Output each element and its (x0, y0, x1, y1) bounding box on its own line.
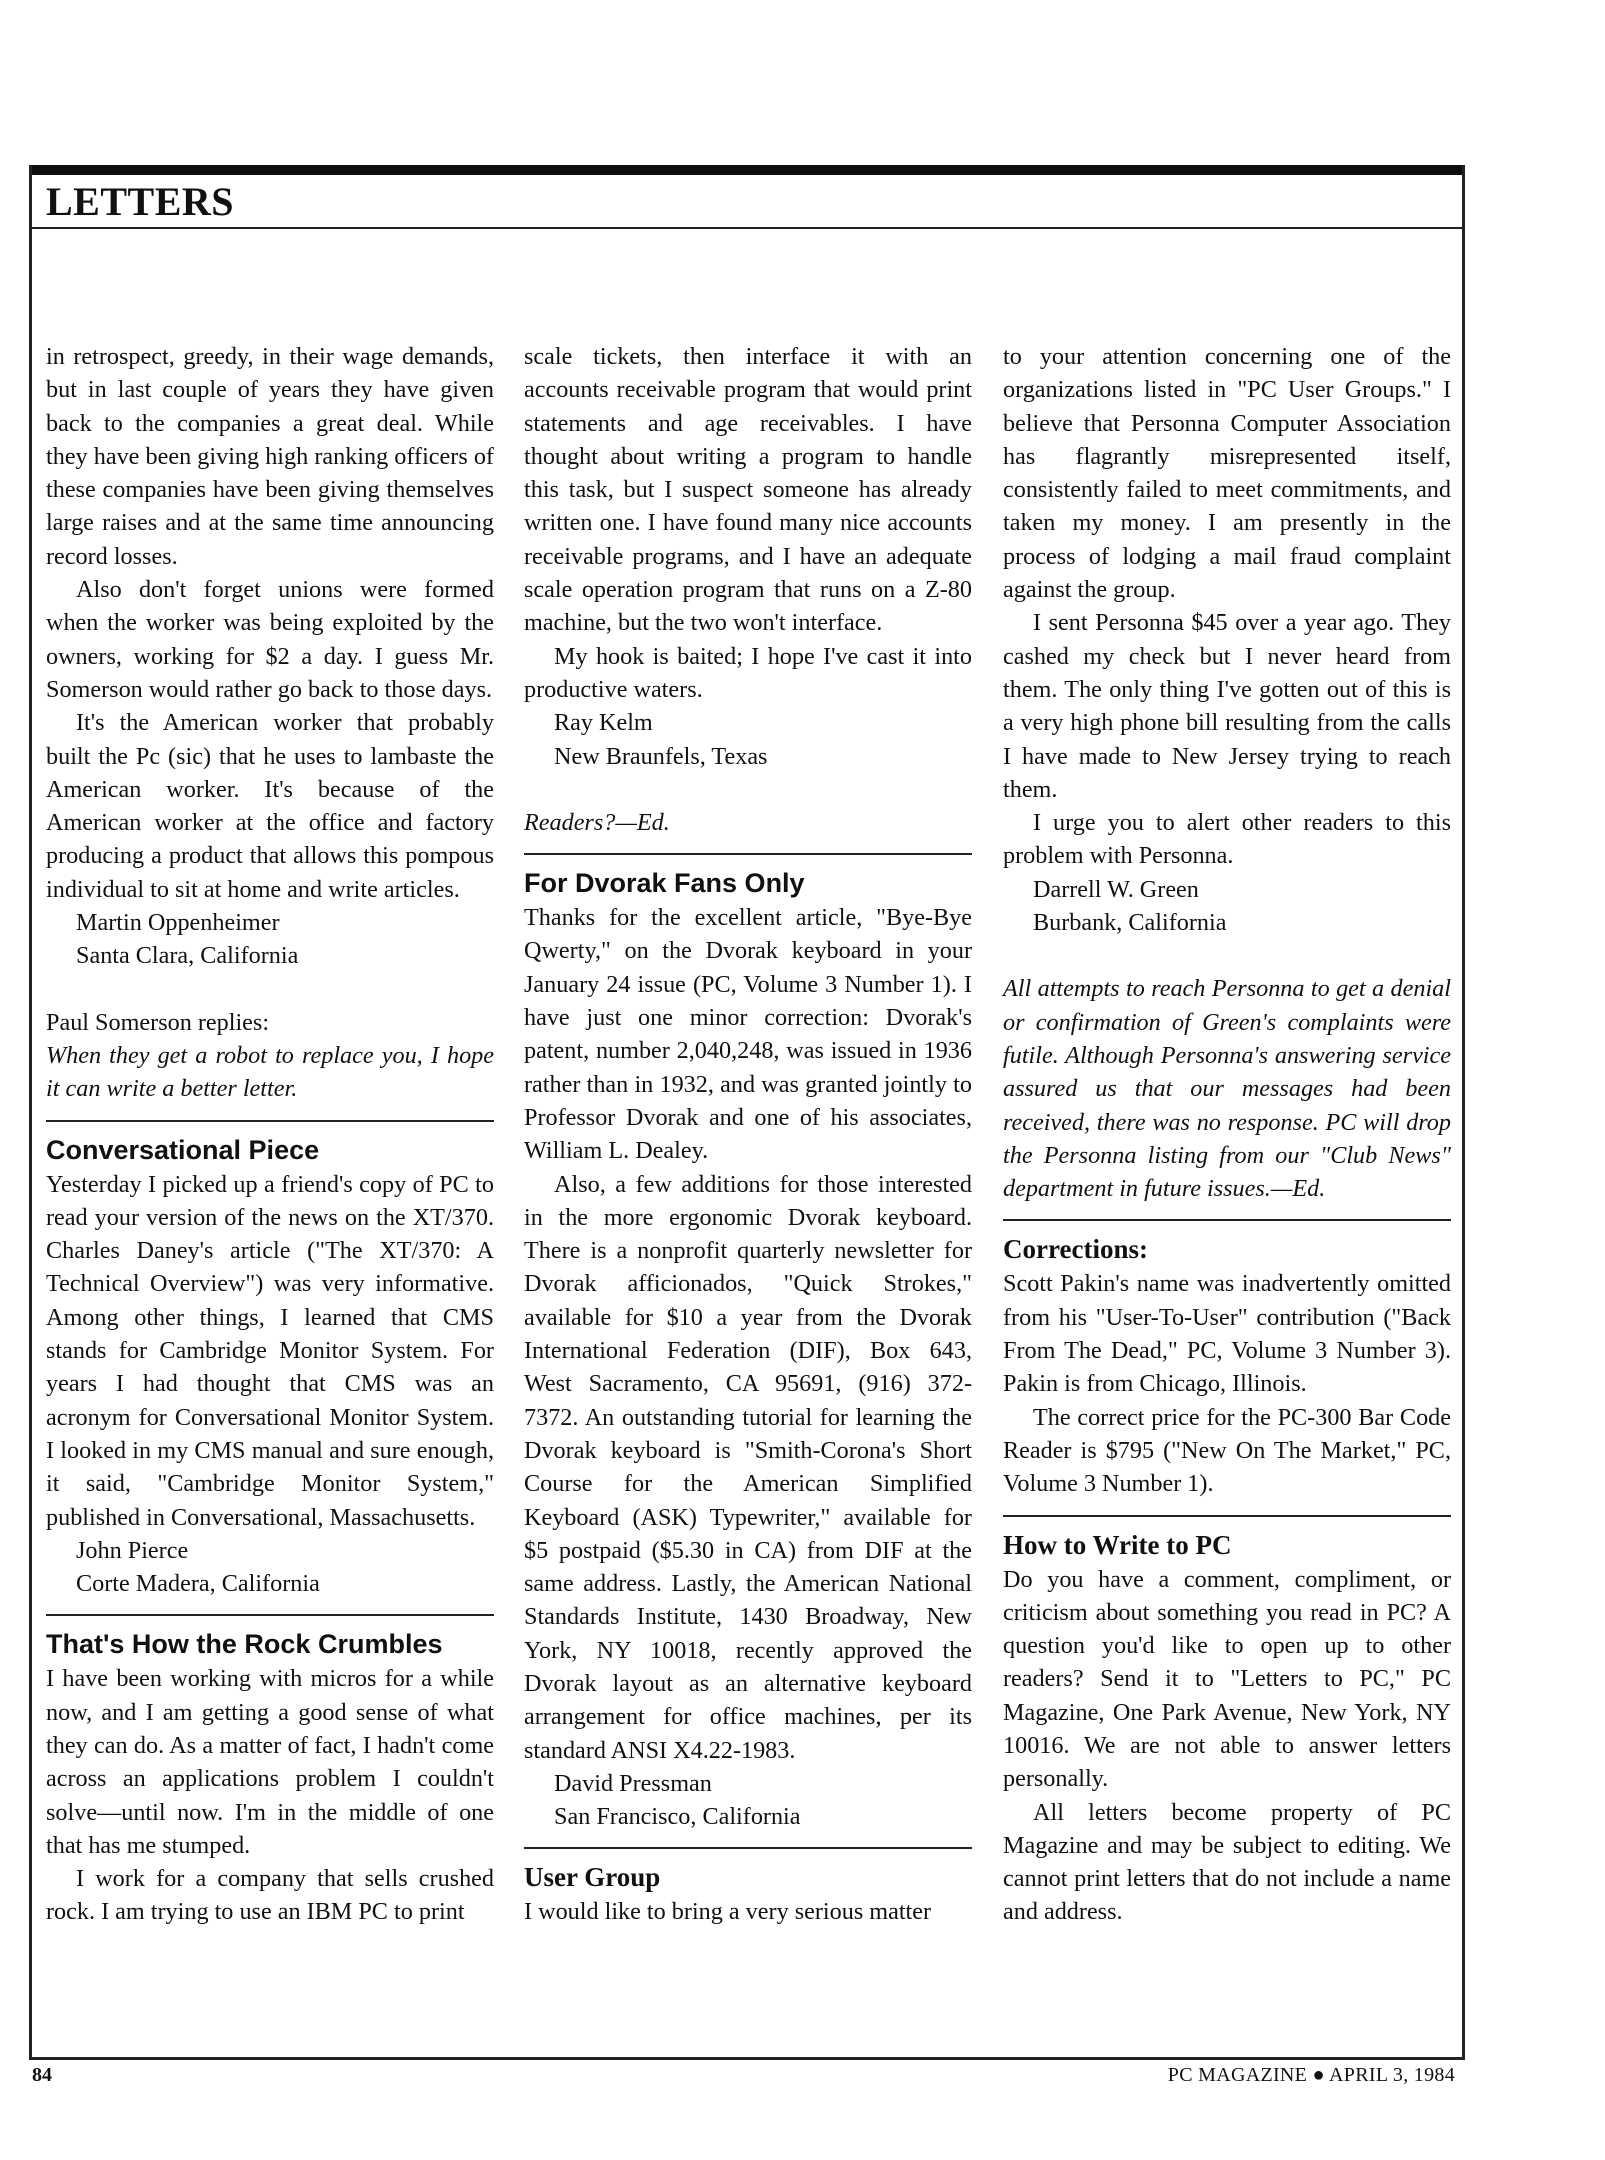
column-3 (1003, 340, 1451, 1929)
letter-paragraph: My hook is baited; I hope I've cast it into productive waters. (524, 642, 972, 703)
signature-name: Darrell W. Green (1033, 875, 1199, 903)
letter-paragraph: The correct price for the PC-300 Bar Code Reader is $795 ("New On The Market," PC, Volume 3 Number 1). (1003, 1403, 1451, 1498)
title-rule (29, 227, 1465, 229)
heading-dvorak: For Dvorak Fans Only (524, 868, 805, 899)
heading-user-group: User Group (524, 1862, 661, 1893)
letter-paragraph: I sent Personna $45 over a year ago. They cashed my check but I never heard from them. The only thing I've gotten out of this is a very high phone bill resulting from the calls I have made to New Jersey trying to reach them. (1003, 609, 1451, 803)
heading-conversational-piece: Conversational Piece (46, 1134, 320, 1165)
signature-place: New Braunfels, Texas (554, 742, 768, 770)
letter-paragraph: to your attention concerning one of the organizations listed in "PC User Groups." I believe that Personna Computer Association has flagrantly misrepresented itself, consistently failed to meet commitments, and taken my money. I am presently in the process of lodging a mail fraud complaint against the group. (1003, 343, 1451, 604)
letter-paragraph: I work for a company that sells crushed rock. I am trying to use an IBM PC to print (46, 1865, 494, 1926)
signature-name: David Pressman (554, 1769, 712, 1797)
letter-paragraph: It's the American worker that probably built the Pc (sic) that he uses to lambaste the American worker. It's because of the American worker at the office and factory producing a product that allows this pompous individual to sit at home and write articles. (46, 709, 494, 903)
column-1 (46, 340, 494, 1929)
signature-place: Santa Clara, California (76, 942, 299, 970)
magazine-footer: PC MAGAZINE ● APRIL 3, 1984 (1167, 2064, 1455, 2086)
column-2 (524, 340, 972, 1929)
letter-paragraph: Scott Pakin's name was inadvertently omitted from his "User-To-User" contribution ("Back From The Dead," PC, Volume 3 Number 3). Pakin is from Chicago, Illinois. (1003, 1270, 1451, 1398)
section-divider (46, 1120, 494, 1122)
section-title: LETTERS (46, 179, 235, 224)
letter-paragraph: I have been working with micros for a while now, and I am getting a good sense of what they can do. As a matter of fact, I hadn't come across an applications problem I couldn't solve—until now. I'm in the middle of one that has me stumped. (46, 1665, 494, 1859)
letter-paragraph: in retrospect, greedy, in their wage demands, but in last couple of years they have given back to the companies a great deal. While they have been giving high ranking officers of these companies have been giving themselves large raises and at the same time announcing record losses. (46, 343, 494, 570)
letter-paragraph: I urge you to alert other readers to this problem with Personna. (1003, 809, 1451, 870)
heading-corrections: Corrections: (1003, 1234, 1148, 1265)
editor-note: Readers?—Ed. (524, 808, 670, 836)
frame-left-rule (29, 165, 32, 2060)
letter-paragraph: Also don't forget unions were formed when the worker was being exploited by the owners, working for $2 a day. I guess Mr. Somerson would rather go back to those days. (46, 576, 494, 703)
letter-paragraph: Do you have a comment, compliment, or criticism about something you read in PC? A question you'd like to open up to other readers? Send it to "Letters to PC," PC Magazine, One Park Avenue, New York, NY 10016. We are not able to answer letters personally. (1003, 1565, 1451, 1793)
frame-right-rule (1462, 165, 1465, 2060)
letter-paragraph: Also, a few additions for those interested in the more ergonomic Dvorak keyboard. There is a nonprofit quarterly newsletter for Dvorak afficionados, "Quick Strokes," available for $10 a year from the Dvorak International Federation (DIF), Box 643, West Sacramento, CA 95691, (916) 372-7372. An outstanding tutorial for learning the Dvorak keyboard is "Smith-Corona's Short Course for the American Simplified Keyboard (ASK) Typewriter," available for $5 postpaid ($5.30 in CA) from DIF at the same address. Lastly, the American National Standards Institute, 1430 Broadway, New York, NY 10018, recently approved the Dvorak layout as an alternative keyboard arrangement for office machines, per its standard ANSI X4.22-1983. (524, 1170, 972, 1764)
letter-paragraph: Thanks for the excellent article, "Bye-Bye Qwerty," on the Dvorak keyboard in your January 24 issue (PC, Volume 3 Number 1). I have just one minor correction: Dvorak's patent, number 2,040,248, was issued in 1936 rather than in 1932, and was granted jointly to Professor Dvorak and one of his associates, William L. Dealey. (524, 904, 972, 1165)
signature-place: Corte Madera, California (76, 1570, 320, 1598)
reply-text: When they get a robot to replace you, I hope it can write a better letter. (46, 1041, 494, 1103)
frame-bottom-rule (29, 2057, 1465, 2060)
heading-how-to-write: How to Write to PC (1003, 1529, 1232, 1560)
signature-name: Martin Oppenheimer (76, 909, 280, 937)
section-divider (1003, 1515, 1451, 1517)
top-rule-bar (29, 165, 1465, 175)
letter-paragraph: All letters become property of PC Magazine and may be subject to editing. We cannot print letters that do not include a name and address. (1003, 1798, 1451, 1926)
section-divider (1003, 1219, 1451, 1221)
reply-label: Paul Somerson replies: (46, 1008, 270, 1036)
section-divider (524, 853, 972, 855)
signature-name: John Pierce (76, 1536, 189, 1564)
heading-rock-crumbles: That's How the Rock Crumbles (46, 1629, 443, 1660)
signature-place: San Francisco, California (554, 1803, 801, 1831)
letter-paragraph: scale tickets, then interface it with an accounts receivable program that would print statements and age receivables. I have thought about writing a program to handle this task, but I suspect someone has already written one. I have found many nice accounts receivable programs, and I have an adequate scale operation program that runs on a Z-80 machine, but the two won't interface. (524, 343, 972, 637)
signature-name: Ray Kelm (554, 709, 653, 737)
page-number: 84 (32, 2064, 52, 2086)
editor-note: All attempts to reach Personna to get a denial or confirmation of Green's complaints were futile. Although Personna's answering service assured us that our messages had been received, there was no response. PC will drop the Personna listing from our "Club News" department in future issues.—Ed. (1003, 975, 1451, 1203)
section-divider (524, 1847, 972, 1849)
signature-place: Burbank, California (1033, 909, 1227, 937)
letter-paragraph: Yesterday I picked up a friend's copy of PC to read your version of the news on the XT/370. Charles Daney's article ("The XT/370: A Technical Overview") was very informative. Among other things, I learned that CMS stands for Cambridge Monitor System. For years I had thought that CMS was an acronym for Conversational Monitor System. I looked in my CMS manual and sure enough, it said, "Cambridge Monitor System," published in Conversational, Massachusetts. (46, 1170, 494, 1531)
letter-paragraph: I would like to bring a very serious matter (524, 1898, 932, 1926)
section-divider (46, 1614, 494, 1616)
